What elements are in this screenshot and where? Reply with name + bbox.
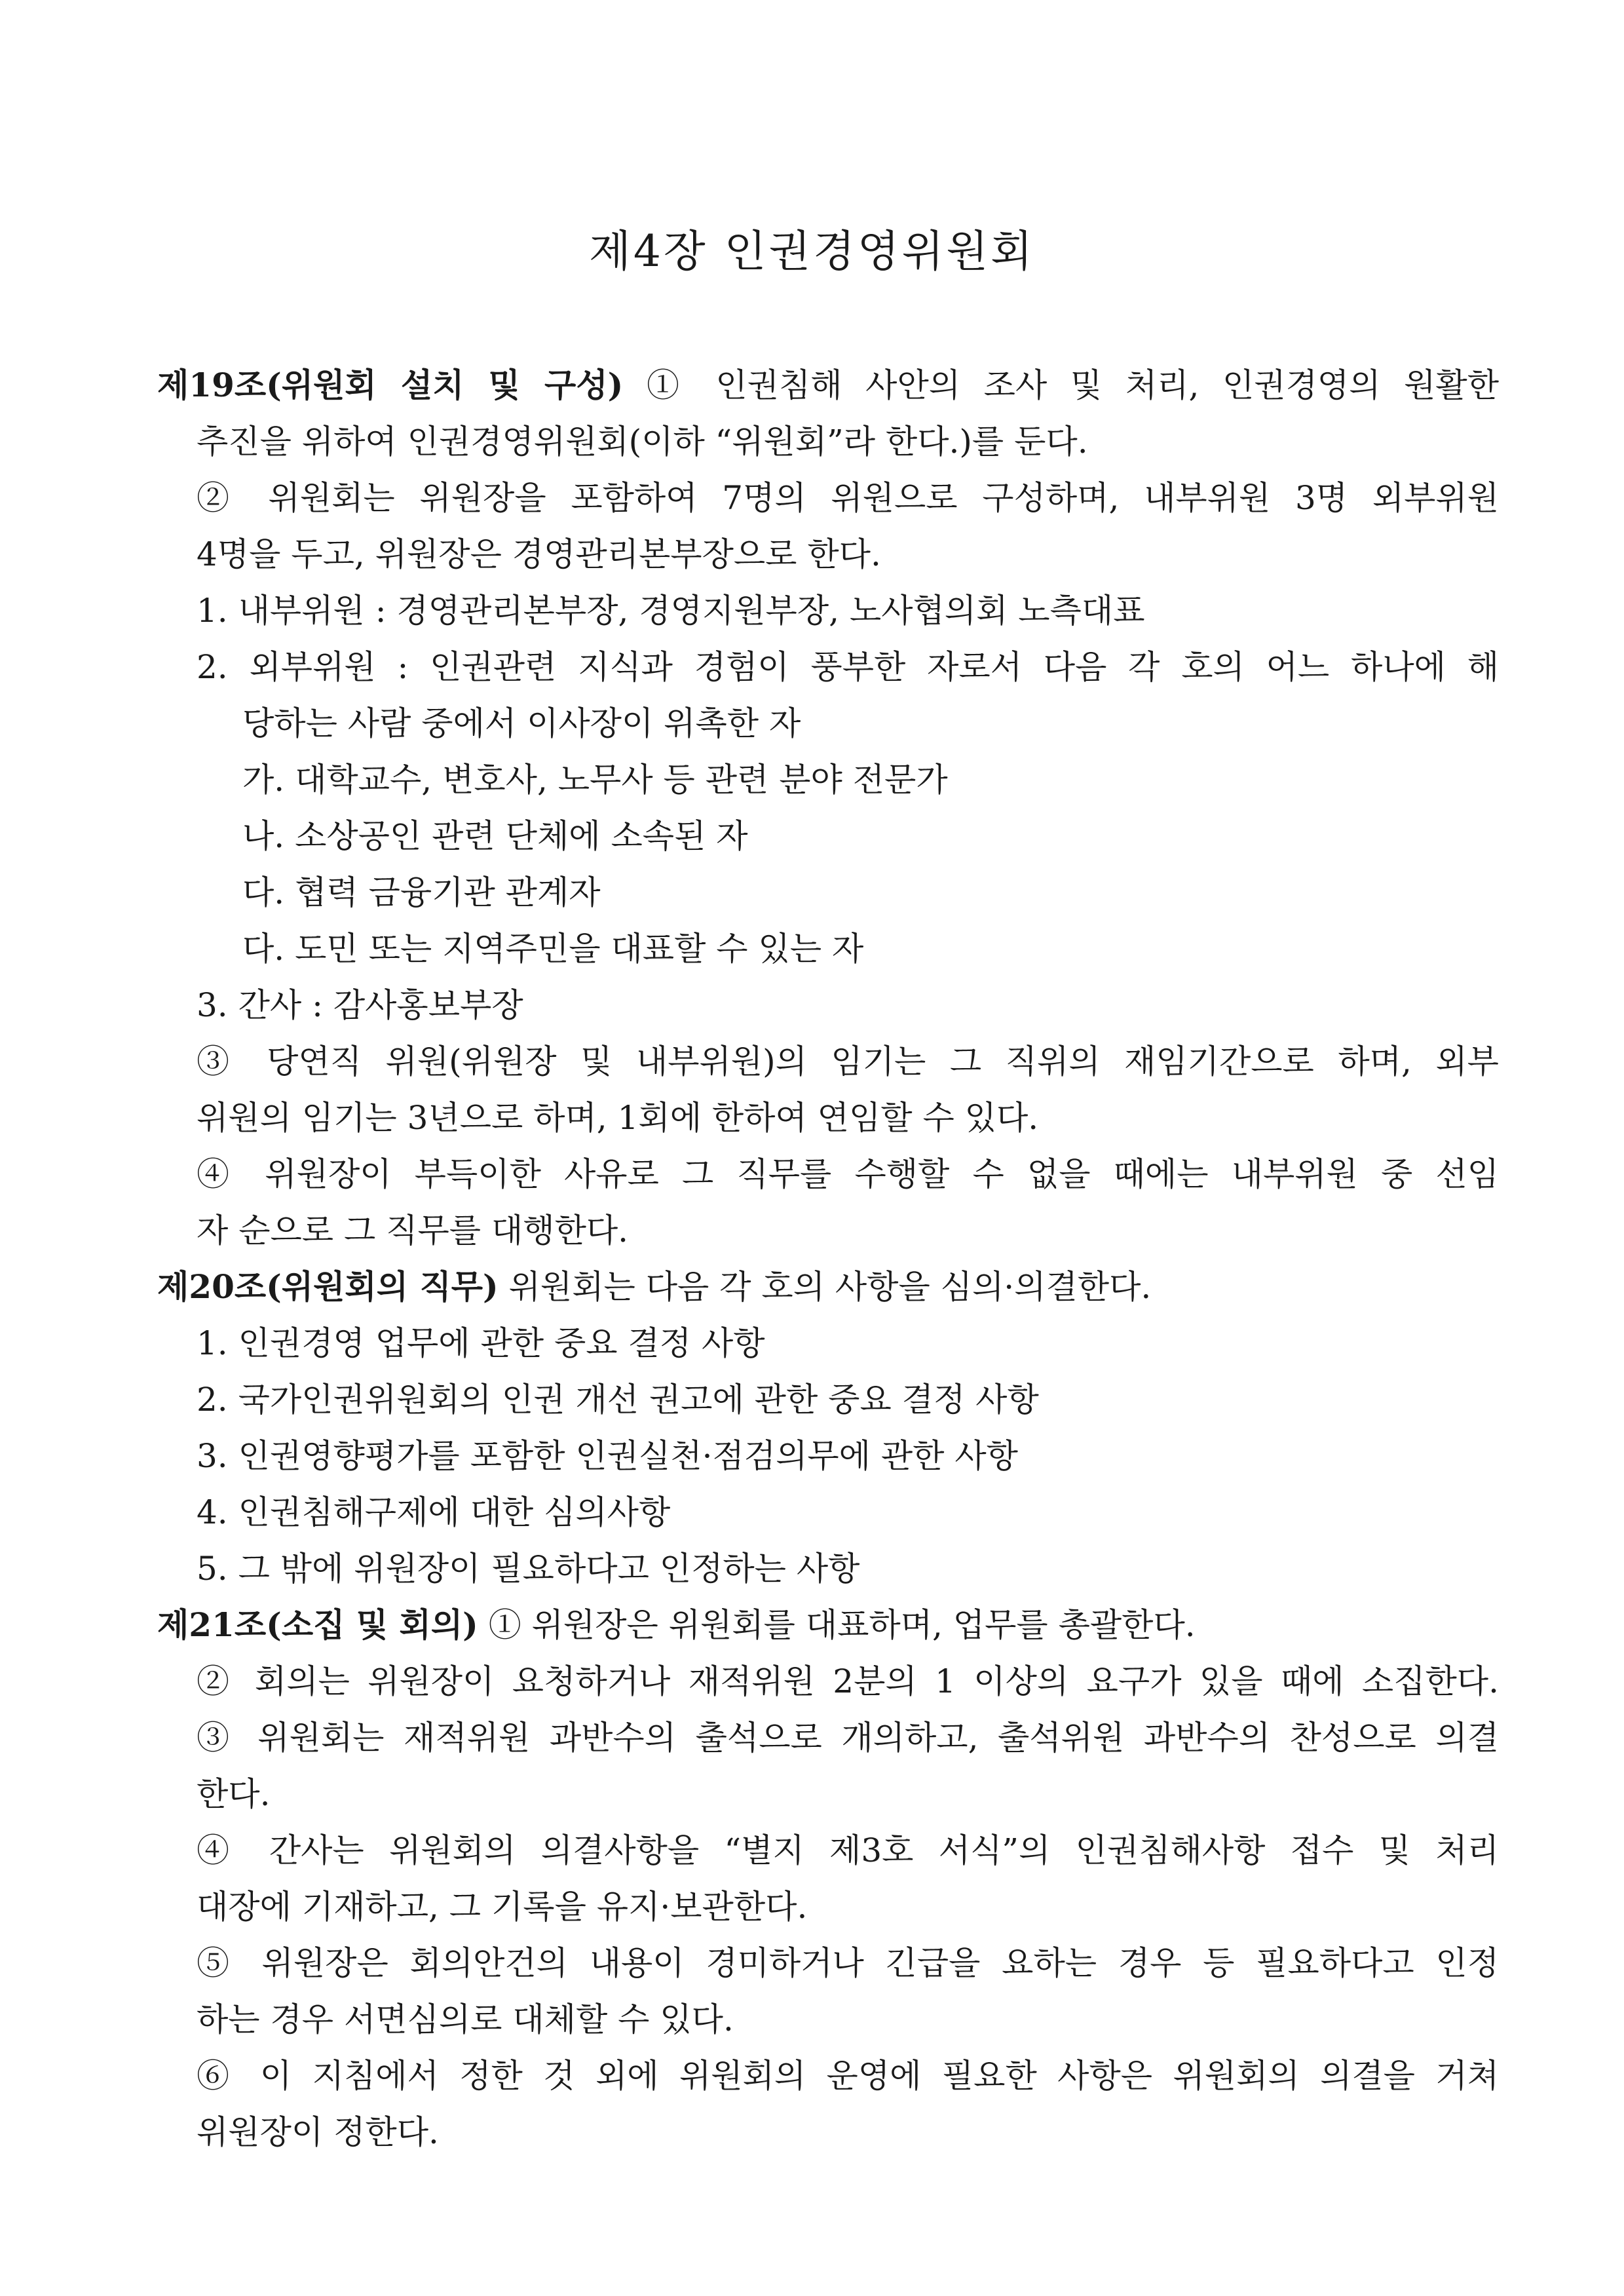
article-19-item-2-line-1: 2. 외부위원 : 인권관련 지식과 경험이 풍부한 자로서 다음 각 호의 어느 하나에 해 — [197, 648, 1499, 686]
article-19-para-1-line-2: 추진을 위하여 인권경영위원회(이하 “위원회”라 한다.)를 둔다. — [197, 423, 1088, 461]
article-20-line-1 — [157, 1259, 1151, 1315]
article-20-intro: 위원회는 다음 각 호의 사항을 심의·의결한다. — [508, 1268, 1152, 1306]
article-21-para-1: ① 위원장은 위원회를 대표하며, 업무를 총괄한다. — [488, 1606, 1196, 1644]
article-19-para-1-line-1: ① 인권침해 사안의 조사 및 처리, 인권경영의 원활한 — [646, 366, 1499, 404]
article-20-item-5: 5. 그 밖에 위원장이 필요하다고 인정하는 사항 — [197, 1550, 860, 1588]
article-19-item-2-line-2: 당하는 사람 중에서 이사장이 위촉한 자 — [242, 704, 801, 742]
article-19-subitem-2: 나. 소상공인 관련 단체에 소속된 자 — [242, 817, 748, 855]
article-21-para-6-line-1: ⑥ 이 지침에서 정한 것 외에 위원회의 운영에 필요한 사항은 위원회의 의결을 거쳐 — [197, 2057, 1499, 2095]
article-19-subitem-1: 가. 대학교수, 변호사, 노무사 등 관련 분야 전문가 — [242, 761, 948, 799]
article-19-item-1: 1. 내부위원 : 경영관리본부장, 경영지원부장, 노사협의회 노측대표 — [197, 592, 1145, 630]
article-21-para-4-line-2: 대장에 기재하고, 그 기록을 유지·보관한다. — [197, 1888, 808, 1926]
article-21-para-5-line-2: 하는 경우 서면심의로 대체할 수 있다. — [197, 2000, 734, 2038]
article-19-subitem-4: 다. 도민 또는 지역주민을 대표할 수 있는 자 — [242, 930, 864, 968]
article-19-para-4-line-1: ④ 위원장이 부득이한 사유로 그 직무를 수행할 수 없을 때에는 내부위원 중 선임 — [197, 1155, 1499, 1193]
article-21-para-5-line-1: ⑤ 위원장은 회의안건의 내용이 경미하거나 긴급을 요하는 경우 등 필요하다고 인정 — [197, 1944, 1499, 1982]
article-21-para-6-line-2: 위원장이 정한다. — [197, 2113, 439, 2151]
article-21-heading: 제21조(소집 및 회의) — [157, 1605, 478, 1644]
article-21-para-3-line-1: ③ 위원회는 재적위원 과반수의 출석으로 개의하고, 출석위원 과반수의 찬성으로 의결 — [197, 1719, 1499, 1757]
article-20-item-1: 1. 인권경영 업무에 관한 중요 결정 사항 — [197, 1324, 765, 1362]
article-20-heading: 제20조(위원회의 직무) — [157, 1267, 499, 1306]
article-19-para-2-line-1: ② 위원회는 위원장을 포함하여 7명의 위원으로 구성하며, 내부위원 3명 외부위원 — [197, 479, 1499, 517]
article-20-item-2: 2. 국가인권위원회의 인권 개선 권고에 관한 중요 결정 사항 — [197, 1381, 1039, 1419]
article-20-item-4: 4. 인권침해구제에 대한 심의사항 — [197, 1493, 671, 1531]
article-19-item-3: 3. 간사 : 감사홍보부장 — [197, 986, 523, 1024]
article-19-para-4-line-2: 자 순으로 그 직무를 대행한다. — [197, 1212, 629, 1250]
article-19-heading: 제19조(위원회 설치 및 구성) — [157, 366, 624, 404]
article-21-line-1 — [157, 1597, 1196, 1653]
article-21-para-4-line-1: ④ 간사는 위원회의 의결사항을 “별지 제3호 서식”의 인권침해사항 접수 및 처리 — [197, 1831, 1499, 1869]
article-21-para-3-line-2: 한다. — [197, 1775, 271, 1813]
article-19-line-1 — [157, 357, 1499, 413]
article-19-para-3-line-1: ③ 당연직 위원(위원장 및 내부위원)의 임기는 그 직위의 재임기간으로 하며, 외부 — [197, 1043, 1499, 1081]
article-19-para-3-line-2: 위원의 임기는 3년으로 하며, 1회에 한하여 연임할 수 있다. — [197, 1099, 1039, 1137]
article-19-para-2-line-2: 4명을 두고, 위원장은 경영관리본부장으로 한다. — [197, 535, 881, 573]
chapter-title: 제4장 인권경영위원회 — [589, 226, 1035, 277]
article-20-item-3: 3. 인권영향평가를 포함한 인권실천·점검의무에 관한 사항 — [197, 1437, 1018, 1475]
article-19-subitem-3: 다. 협력 금융기관 관계자 — [242, 873, 601, 911]
article-21-para-2: ② 회의는 위원장이 요청하거나 재적위원 2분의 1 이상의 요구가 있을 때에 소집한다. — [197, 1662, 1499, 1700]
